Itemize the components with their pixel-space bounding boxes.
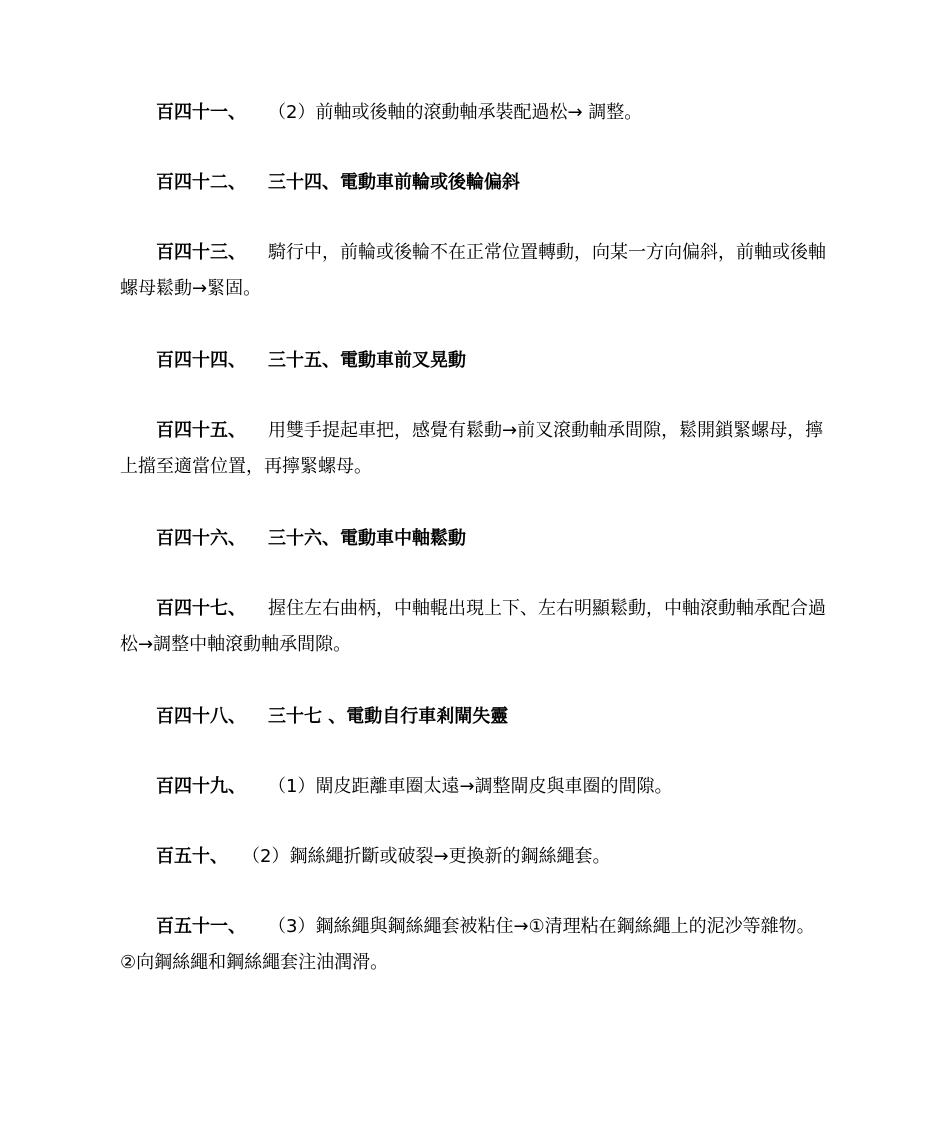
paragraph-text: 握住左右曲柄，中軸輥出現上下、左右明顯鬆動，中軸滾動軸承配合過松→調整中軸滾動軸承間隙。 bbox=[120, 598, 826, 655]
heading-35 bbox=[120, 343, 826, 379]
paragraph-text: 用雙手提起車把，感覺有鬆動→前叉滾動軸承間隙，鬆開鎖緊螺母，擰上擋至適當位置，再擰緊螺母。 bbox=[120, 420, 824, 477]
paragraph-text: （1）閘皮距離車圈太遠→調整閘皮與車圈的間隙。 bbox=[268, 776, 673, 797]
paragraph-number: 百四十八、 bbox=[156, 706, 246, 727]
paragraph-149 bbox=[120, 769, 826, 805]
paragraph-number: 百五十一、 bbox=[156, 916, 246, 937]
section-heading: 三十七 、電動自行車剎閘失靈 bbox=[268, 706, 509, 727]
paragraph-text: （2）前軸或後軸的滾動軸承裝配過松→ 調整。 bbox=[268, 102, 643, 123]
paragraph-143 bbox=[120, 235, 826, 307]
paragraph-141 bbox=[120, 95, 826, 131]
paragraph-number: 百四十九、 bbox=[156, 776, 246, 797]
heading-36 bbox=[120, 521, 826, 557]
paragraph-145 bbox=[120, 413, 826, 485]
paragraph-text: （2）鋼絲繩折斷或破裂→更換新的鋼絲繩套。 bbox=[242, 846, 611, 867]
paragraph-number: 百四十七、 bbox=[156, 598, 246, 619]
paragraph-147 bbox=[120, 591, 826, 663]
paragraph-number: 百四十三、 bbox=[156, 242, 246, 263]
paragraph-150 bbox=[120, 839, 826, 875]
paragraph-number: 百四十六、 bbox=[156, 528, 246, 549]
paragraph-151 bbox=[120, 909, 826, 981]
heading-37 bbox=[120, 699, 826, 735]
paragraph-text: 騎行中，前輪或後輪不在正常位置轉動，向某一方向偏斜，前軸或後軸螺母鬆動→緊固。 bbox=[120, 242, 826, 299]
paragraph-number: 百四十一、 bbox=[156, 102, 246, 123]
section-heading: 三十六、電動車中軸鬆動 bbox=[268, 528, 466, 549]
paragraph-text: （3）鋼絲繩與鋼絲繩套被粘住→①清理粘在鋼絲繩上的泥沙等雜物。 ②向鋼絲繩和鋼絲繩套注油潤滑。 bbox=[120, 916, 815, 973]
section-heading: 三十四、電動車前輪或後輪偏斜 bbox=[268, 172, 520, 193]
heading-34 bbox=[120, 165, 826, 201]
paragraph-number: 百四十二、 bbox=[156, 172, 246, 193]
paragraph-number: 百四十四、 bbox=[156, 350, 246, 371]
section-heading: 三十五、電動車前叉晃動 bbox=[268, 350, 466, 371]
paragraph-number: 百四十五、 bbox=[156, 420, 246, 441]
paragraph-number: 百五十、 bbox=[156, 846, 228, 867]
